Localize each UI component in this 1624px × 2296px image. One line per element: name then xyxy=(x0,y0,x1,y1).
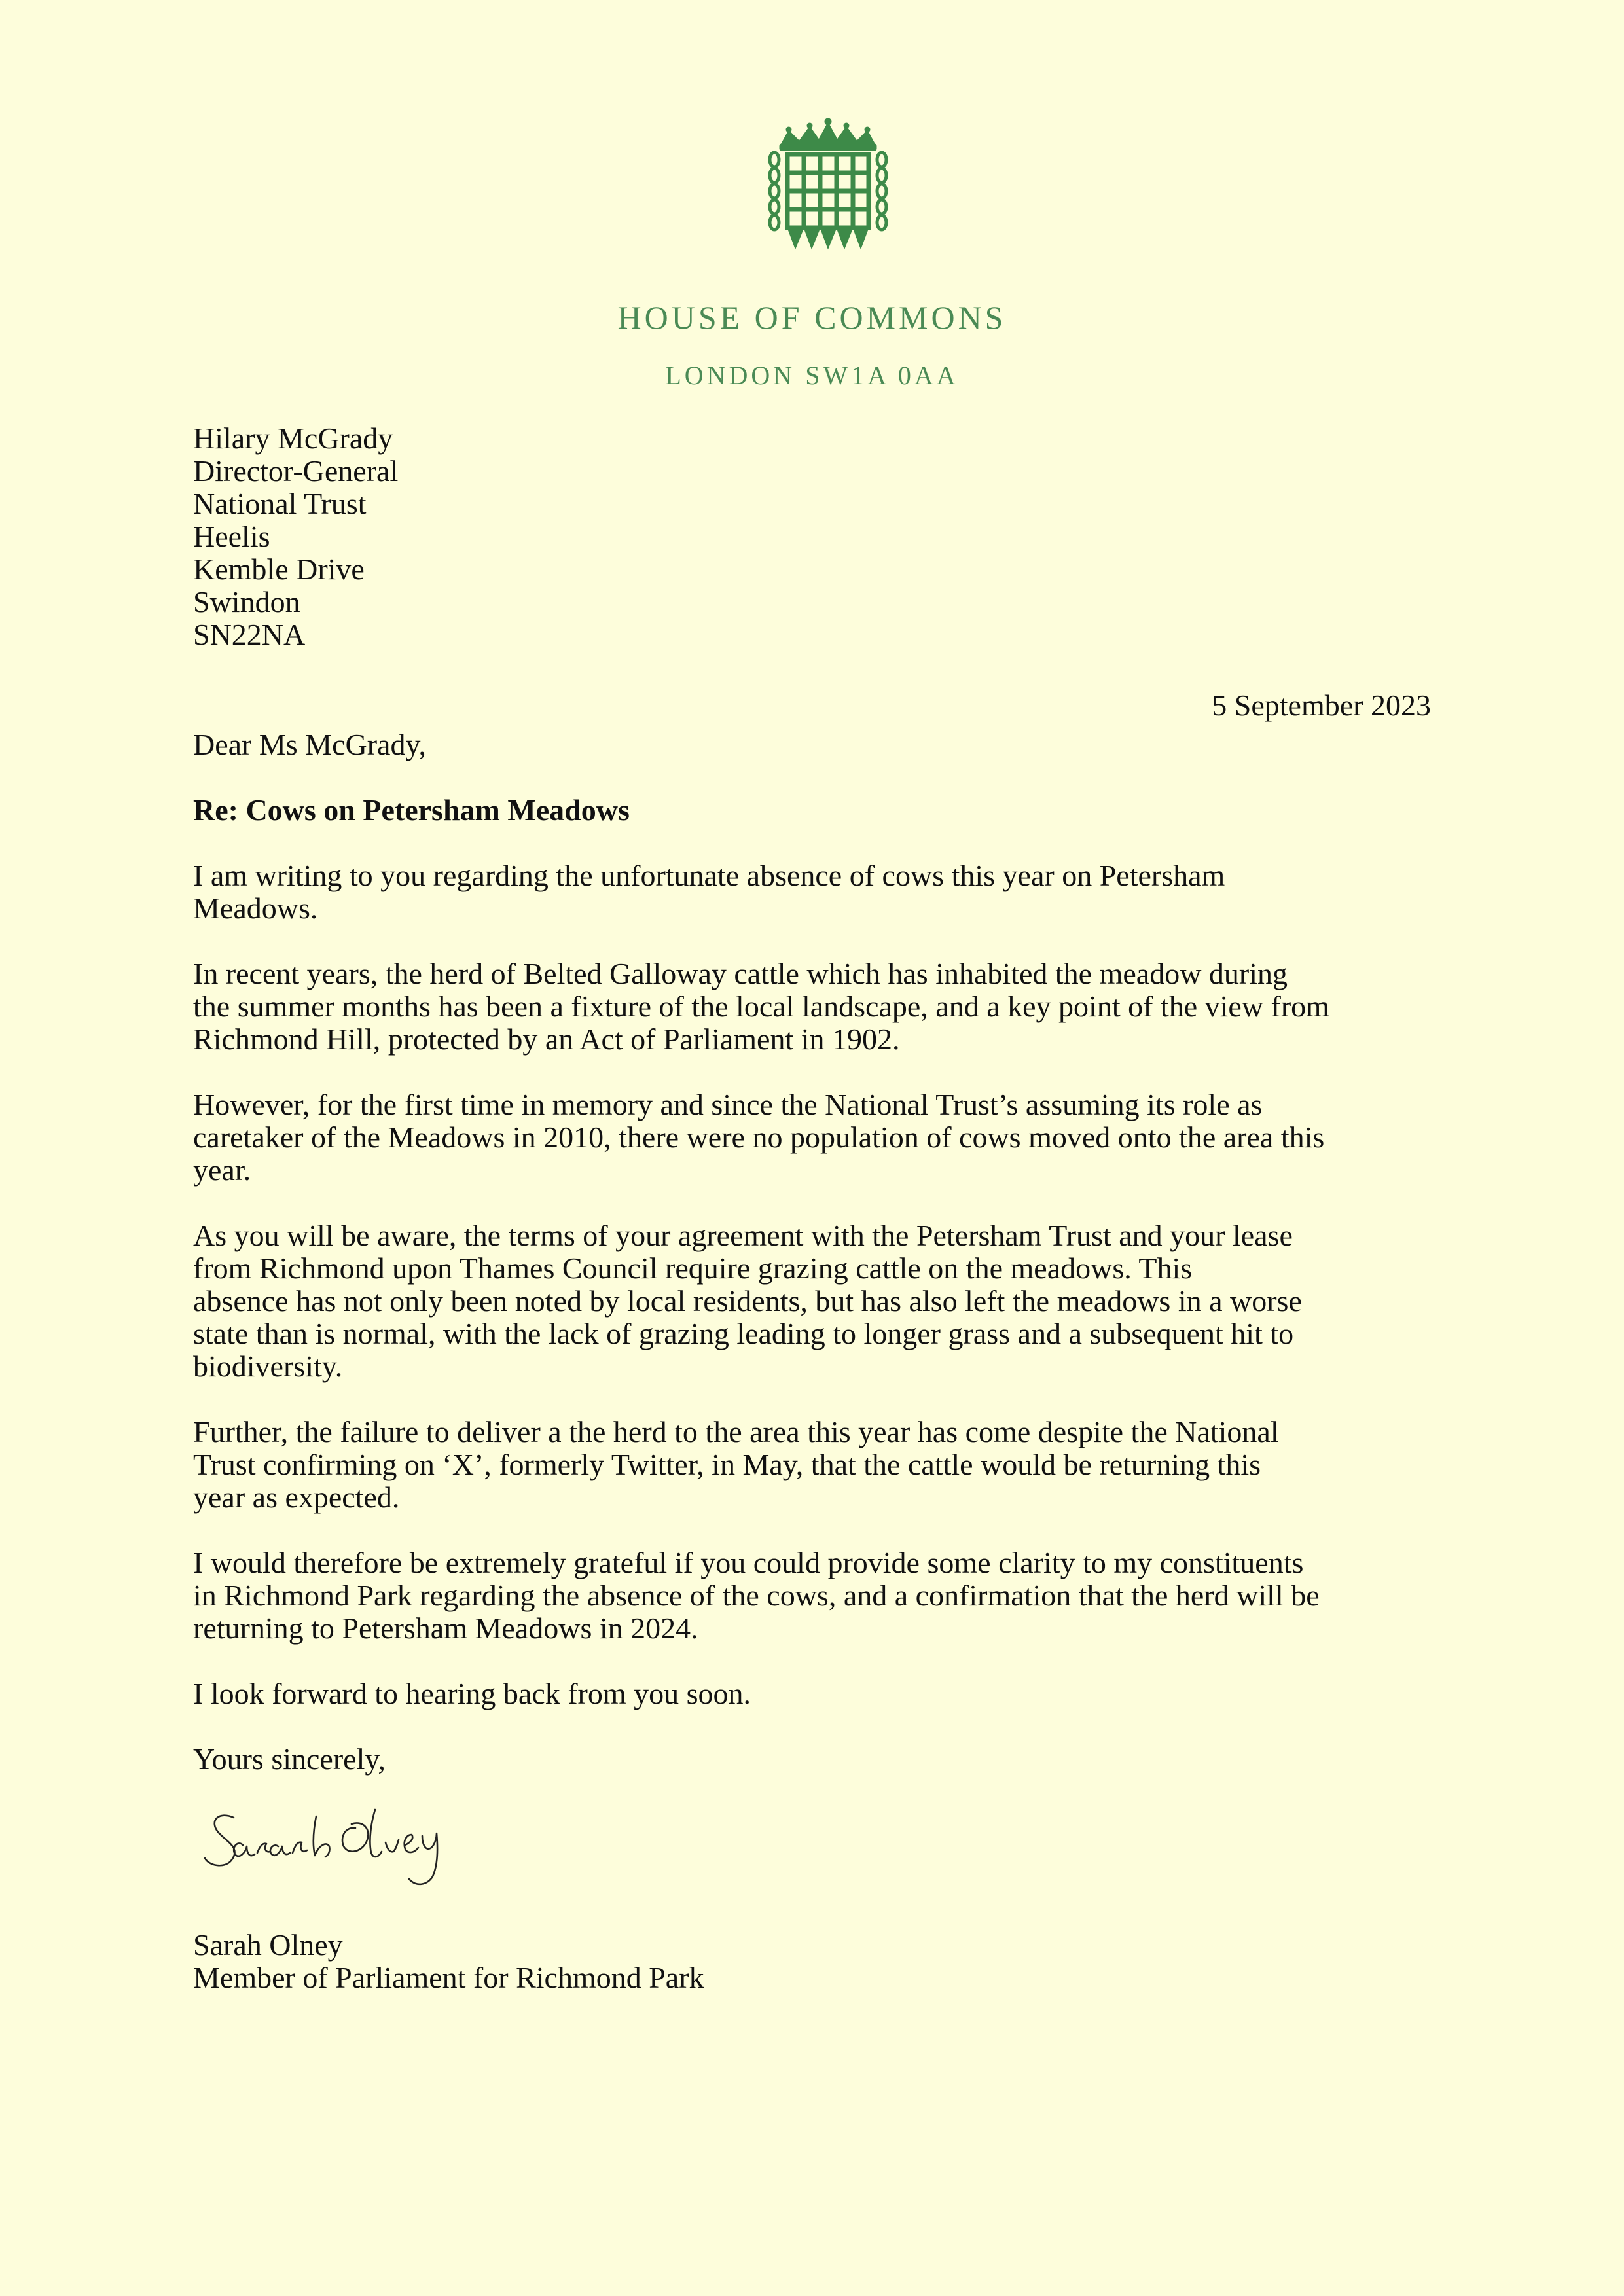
sender-name: Sarah Olney xyxy=(193,1928,343,1962)
sender-title: Member of Parliament for Richmond Park xyxy=(193,1961,704,1994)
paragraph-line: Richmond Hill, protected by an Act of Parliament in 1902. xyxy=(193,1022,900,1056)
paragraph-line: from Richmond upon Thames Council require grazing cattle on the meadows. This xyxy=(193,1251,1193,1285)
recipient-address-line: National Trust xyxy=(193,487,367,520)
portcullis-crest-icon xyxy=(763,118,893,255)
paragraph xyxy=(193,1088,1324,1187)
paragraph-line: Further, the failure to deliver a the herd to the area this year has come despite the National xyxy=(193,1415,1279,1448)
letterhead-title: HOUSE OF COMMONS xyxy=(617,299,1007,336)
paragraph xyxy=(193,859,1225,925)
salutation: Dear Ms McGrady, xyxy=(193,728,426,761)
paragraph-line: Yours sincerely, xyxy=(193,1742,386,1776)
recipient-address-line: Hilary McGrady xyxy=(193,422,393,455)
paragraph-line: As you will be aware, the terms of your agreement with the Petersham Trust and your lease xyxy=(193,1219,1293,1252)
recipient-address-line: Heelis xyxy=(193,520,270,553)
recipient-address-line: Director-General xyxy=(193,454,399,488)
paragraph-line: I am writing to you regarding the unfortunate absence of cows this year on Petersham xyxy=(193,859,1225,892)
sender-block xyxy=(193,1929,704,1994)
paragraph-line: caretaker of the Meadows in 2010, there were no population of cows moved onto the area this xyxy=(193,1121,1325,1154)
paragraph-line: state than is normal, with the lack of grazing leading to longer grass and a subsequent hit to xyxy=(193,1317,1294,1350)
paragraph-line: However, for the first time in memory and since the National Trust’s assuming its role as xyxy=(193,1088,1263,1121)
paragraph-line: returning to Petersham Meadows in 2024. xyxy=(193,1611,698,1645)
paragraph xyxy=(193,1547,1320,1645)
recipient-address xyxy=(193,422,398,651)
paragraph-line: In recent years, the herd of Belted Galloway cattle which has inhabited the meadow during xyxy=(193,957,1288,990)
recipient-address-line: SN22NA xyxy=(193,618,306,651)
paragraph-line: biodiversity. xyxy=(193,1350,343,1383)
paragraph xyxy=(193,958,1329,1056)
handwritten-signature xyxy=(200,1797,488,1888)
paragraph xyxy=(193,1219,1302,1383)
letter-date: 5 September 2023 xyxy=(1212,689,1431,722)
paragraph-line: year. xyxy=(193,1153,251,1187)
closing-paragraph xyxy=(193,1677,751,1710)
paragraph-line: Trust confirming on ‘X’, formerly Twitter, in May, that the cattle would be returning this xyxy=(193,1448,1261,1481)
paragraph-line: Meadows. xyxy=(193,891,318,925)
paragraph xyxy=(193,1416,1279,1514)
paragraph-line: in Richmond Park regarding the absence of the cows, and a confirmation that the herd will be xyxy=(193,1579,1320,1612)
valediction xyxy=(193,1743,386,1776)
letterhead-address: LONDON SW1A 0AA xyxy=(665,361,959,390)
paragraph-line: year as expected. xyxy=(193,1480,400,1514)
paragraph-line: I look forward to hearing back from you soon. xyxy=(193,1677,751,1710)
subject-line: Re: Cows on Petersham Meadows xyxy=(193,793,630,827)
paragraph-line: I would therefore be extremely grateful if you could provide some clarity to my constituents xyxy=(193,1546,1304,1579)
recipient-address-line: Swindon xyxy=(193,585,300,619)
recipient-address-line: Kemble Drive xyxy=(193,552,365,586)
paragraph-line: absence has not only been noted by local residents, but has also left the meadows in a worse xyxy=(193,1284,1302,1318)
paragraph-line: the summer months has been a fixture of the local landscape, and a key point of the view from xyxy=(193,990,1329,1023)
